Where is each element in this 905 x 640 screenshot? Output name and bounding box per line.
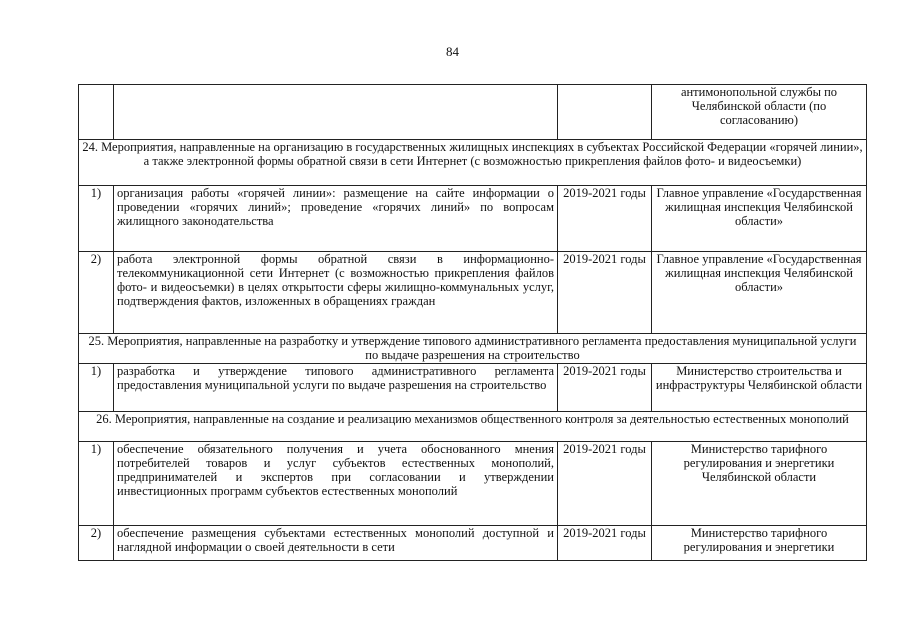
table-row-continuation <box>79 85 867 140</box>
cell-num: 1) <box>79 442 114 526</box>
cell-num: 1) <box>79 186 114 252</box>
cell-description: разработка и утверждение типового административного регламента предоставления муниципальной услуги по выдаче разрешения на строительство <box>114 364 558 412</box>
cell-responsible: Главное управление «Государственная жилищная инспекция Челябинской области» <box>652 186 867 252</box>
section-header-row <box>79 412 867 442</box>
table-row <box>79 526 867 561</box>
table-row <box>79 364 867 412</box>
page-number: 84 <box>446 44 459 59</box>
cell-period: 2019-2021 годы <box>558 526 652 561</box>
cell-description: обеспечение обязательного получения и учета обоснованного мнения потребителей товаров и услуг субъектов естественных монополий, предпринимателей и экспертов при согласовании и утверждении инвестиционных программ субъектов естественных монополий <box>114 442 558 526</box>
cell-description: работа электронной формы обратной связи в информационно-телекоммуникационной сети Интернет (с возможностью прикрепления файлов фото- и видеосъемки) в целях открытости сферы жилищно-коммунальных услуг, подтверждения фактов, изложенных в обращениях граждан <box>114 252 558 334</box>
cell-responsible: Министерство тарифного регулирования и энергетики <box>652 526 867 561</box>
section-header-row <box>79 140 867 186</box>
table-row <box>79 186 867 252</box>
cell-period: 2019-2021 годы <box>558 252 652 334</box>
cell-responsible: Министерство тарифного регулирования и энергетики Челябинской области <box>652 442 867 526</box>
cell-description <box>114 85 558 140</box>
section-title-26: 26. Мероприятия, направленные на создание и реализацию механизмов общественного контроля за деятельностью естественных монополий <box>79 412 867 442</box>
cell-responsible: Главное управление «Государственная жилищная инспекция Челябинской области» <box>652 252 867 334</box>
cell-num: 2) <box>79 252 114 334</box>
cell-description: организация работы «горячей линии»: размещение на сайте информации о проведении «горячих линий»; проведение «горячих линий» по вопросам жилищного законодательства <box>114 186 558 252</box>
cell-num <box>79 85 114 140</box>
cell-period: 2019-2021 годы <box>558 364 652 412</box>
cell-num: 1) <box>79 364 114 412</box>
cell-description: обеспечение размещения субъектами естественных монополий доступной и наглядной информации о своей деятельности в сети <box>114 526 558 561</box>
table-row <box>79 442 867 526</box>
cell-responsible: Министерство строительства и инфраструктуры Челябинской области <box>652 364 867 412</box>
cell-num: 2) <box>79 526 114 561</box>
cell-period: 2019-2021 годы <box>558 442 652 526</box>
section-title-24: 24. Мероприятия, направленные на организацию в государственных жилищных инспекциях в субъектах Российской Федерации «горячей линии», а также электронной формы обратной связи в сети Интернет (с возможностью прикрепления файлов фото- и видеосъемки) <box>79 140 867 186</box>
table-row <box>79 252 867 334</box>
measures-table <box>78 84 867 561</box>
section-header-row <box>79 334 867 364</box>
section-title-25: 25. Мероприятия, направленные на разработку и утверждение типового административного регламента предоставления муниципальной услуги по выдаче разрешения на строительство <box>79 334 867 364</box>
cell-period: 2019-2021 годы <box>558 186 652 252</box>
cell-responsible: антимонопольной службы по Челябинской области (по согласованию) <box>652 85 867 140</box>
cell-period <box>558 85 652 140</box>
